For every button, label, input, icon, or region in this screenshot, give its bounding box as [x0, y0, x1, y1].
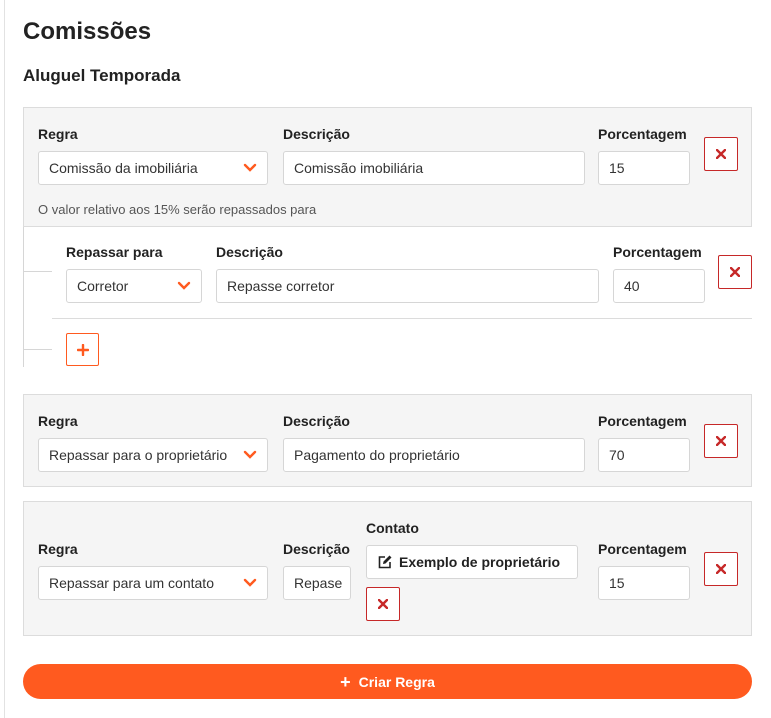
remove-contact-button[interactable] [366, 587, 400, 621]
create-rule-label: Criar Regra [358, 673, 435, 690]
close-x-icon [716, 149, 726, 159]
repass-to-label: Repassar para [66, 244, 163, 260]
rule-label: Regra [38, 126, 78, 142]
rule-label: Regra [38, 541, 78, 557]
repasse-divider [52, 318, 752, 319]
description-label: Descrição [283, 413, 350, 429]
close-x-icon [730, 267, 740, 277]
repasse-list [23, 227, 752, 367]
plus-icon: + [340, 671, 351, 692]
delete-repasse-button[interactable] [718, 255, 752, 289]
rule-card-1 [23, 107, 752, 227]
delete-rule-button[interactable] [704, 137, 738, 171]
percentage-input[interactable]: 15 [598, 151, 690, 185]
rule-select-value: Comissão da imobiliária [49, 160, 198, 176]
create-rule-button[interactable] [23, 664, 752, 699]
tree-branch [23, 349, 52, 350]
repass-to-select-value: Corretor [77, 278, 129, 294]
left-divider [4, 0, 5, 718]
rule-select[interactable] [38, 566, 268, 600]
percentage-input[interactable]: 15 [598, 566, 690, 600]
rule-card-2 [23, 394, 752, 487]
repass-info-text: O valor relativo aos 15% serão repassados para [38, 202, 317, 217]
chevron-down-icon [177, 281, 191, 291]
close-x-icon [716, 564, 726, 574]
description-label: Descrição [283, 126, 350, 142]
description-input[interactable]: Pagamento do proprietário [283, 438, 585, 472]
rule-select-value: Repassar para o proprietário [49, 447, 228, 463]
chevron-down-icon [243, 163, 257, 173]
close-x-icon [716, 436, 726, 446]
tree-branch [23, 271, 52, 272]
rule-card-3 [23, 501, 752, 636]
repass-to-select[interactable] [66, 269, 202, 303]
edit-icon [377, 554, 393, 570]
description-label: Descrição [283, 541, 350, 557]
percentage-label: Porcentagem [613, 244, 702, 260]
delete-rule-button[interactable] [704, 424, 738, 458]
add-repasse-button[interactable] [66, 333, 99, 366]
percentage-input[interactable]: 70 [598, 438, 690, 472]
page-title: Comissões [23, 18, 152, 45]
description-input[interactable]: Repase [283, 566, 351, 600]
description-label: Descrição [216, 244, 283, 260]
rule-select-value: Repassar para um contato [49, 575, 214, 591]
tree-line [23, 227, 24, 367]
percentage-label: Porcentagem [598, 413, 687, 429]
percentage-label: Porcentagem [598, 541, 687, 557]
section-title: Aluguel Temporada [23, 66, 181, 85]
repass-percentage-input[interactable]: 40 [613, 269, 705, 303]
edit-contact-button[interactable] [366, 545, 578, 579]
description-input[interactable]: Comissão imobiliária [283, 151, 585, 185]
contact-label: Contato [366, 520, 419, 536]
delete-rule-button[interactable] [704, 552, 738, 586]
percentage-label: Porcentagem [598, 126, 687, 142]
rule-select[interactable] [38, 438, 268, 472]
chevron-down-icon [243, 578, 257, 588]
plus-icon [77, 344, 89, 356]
contact-name: Exemplo de proprietário [399, 554, 561, 570]
close-x-icon [378, 599, 388, 609]
repass-description-input[interactable]: Repasse corretor [216, 269, 599, 303]
chevron-down-icon [243, 450, 257, 460]
rule-select[interactable] [38, 151, 268, 185]
rule-label: Regra [38, 413, 78, 429]
